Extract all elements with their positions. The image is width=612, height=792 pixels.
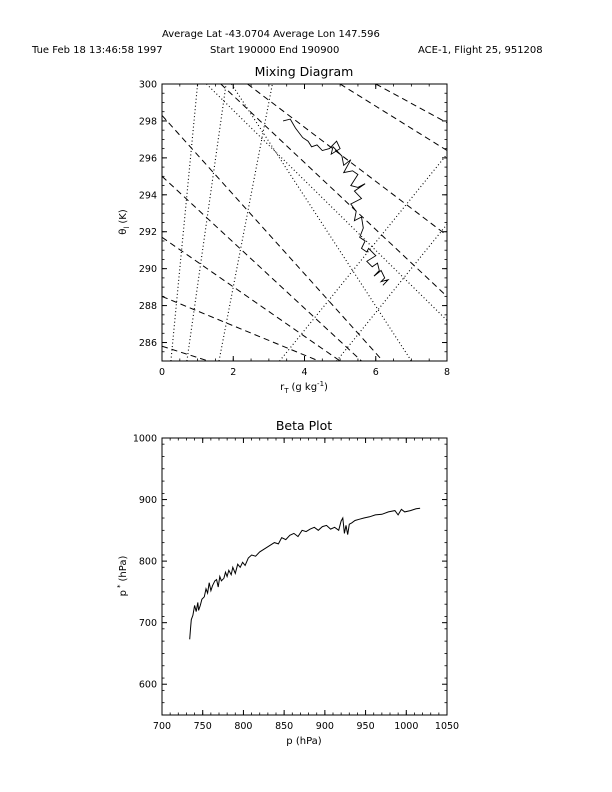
mixing-diagram-x-tick-label: 4 <box>301 367 308 378</box>
beta-plot-y-tick-label: 1000 <box>132 433 157 445</box>
beta-plot-x-tick-label: 850 <box>275 721 294 732</box>
mixing-diagram-y-tick-label: 300 <box>138 79 157 91</box>
mixing-diagram-dotted-isoline <box>187 84 226 361</box>
beta-plot-y-axis-label: p*(hPa) <box>116 555 129 597</box>
mixing-diagram-chart <box>118 64 450 395</box>
beta-plot-axes <box>133 434 459 733</box>
beta-plot-x-tick-label: 1000 <box>394 721 419 732</box>
mixing-diagram-x-tick-label: 2 <box>230 367 237 378</box>
mixing-diagram-dotted-isoline <box>171 84 198 361</box>
mixing-diagram-x-axis-label: $r_T$ (g $kg^{-1}$) <box>280 380 328 395</box>
mixing-diagram-plot-frame <box>162 84 447 361</box>
mixing-diagram-y-tick-label: 292 <box>138 227 157 239</box>
mixing-diagram-y-tick-label: 298 <box>138 116 157 128</box>
mixing-diagram-dashed-isoline <box>162 176 362 361</box>
beta-plot-title: Beta Plot <box>275 418 333 433</box>
mixing-diagram-y-tick-label: 286 <box>138 338 157 350</box>
mixing-diagram-dashed-isoline <box>162 237 340 361</box>
header-average-lat-lon: Average Lat -43.0704 Average Lon 147.596 <box>162 29 380 40</box>
header-flight: ACE-1, Flight 25, 951208 <box>418 45 543 56</box>
beta-plot-x-tick-label: 800 <box>234 721 253 732</box>
mixing-diagram-y-tick-label: 288 <box>138 301 157 313</box>
mixing-diagram-series <box>283 119 388 285</box>
mixing-diagram-y-tick-label: 290 <box>138 264 157 276</box>
mixing-diagram-y-axis-label: $\theta_l(K)$ <box>118 209 131 235</box>
mixing-diagram-series-line <box>283 119 388 285</box>
beta-plot-series <box>190 508 420 639</box>
beta-plot-y-tick-label: 600 <box>138 679 157 691</box>
beta-plot-x-axis-label: p (hPa) <box>286 736 322 747</box>
mixing-diagram-dashed-isoline <box>221 84 447 296</box>
mixing-diagram-dotted-isoline <box>207 84 448 320</box>
mixing-diagram-y-tick-label: 296 <box>138 153 157 165</box>
beta-plot-series-line <box>190 508 420 639</box>
beta-plot-x-tick-label: 1050 <box>434 721 460 732</box>
mixing-diagram-dashed-isoline <box>248 84 448 235</box>
header-datetime: Tue Feb 18 13:46:58 1997 <box>32 45 163 56</box>
beta-plot-x-tick-label: 950 <box>356 721 375 732</box>
beta-plot-x-tick-label: 700 <box>152 721 172 732</box>
beta-plot-y-tick-label: 800 <box>138 556 157 568</box>
beta-plot-x-tick-label: 900 <box>315 721 334 732</box>
mixing-diagram-isolines <box>162 84 447 361</box>
mixing-diagram-x-tick-label: 6 <box>372 367 379 378</box>
mixing-diagram-x-tick-label: 0 <box>158 367 166 378</box>
header-start-end: Start 190000 End 190900 <box>210 45 340 56</box>
beta-plot-y-tick-label: 900 <box>138 495 157 507</box>
mixing-diagram-y-tick-label: 294 <box>138 190 157 202</box>
mixing-diagram-axes <box>139 80 450 379</box>
beta-plot-y-tick-label: 700 <box>138 618 157 630</box>
beta-plot-x-tick-label: 750 <box>193 721 212 732</box>
mixing-diagram-dashed-isoline <box>376 84 447 123</box>
mixing-diagram-x-tick-label: 8 <box>443 367 451 378</box>
beta-plot-chart <box>116 418 459 747</box>
mixing-diagram-title: Mixing Diagram <box>254 64 354 79</box>
beta-plot-plot-frame <box>162 438 447 715</box>
mixing-diagram-dashed-isoline <box>162 296 319 361</box>
mixing-diagram-dashed-isoline <box>162 346 208 361</box>
mixing-diagram-dashed-isoline <box>162 115 383 361</box>
